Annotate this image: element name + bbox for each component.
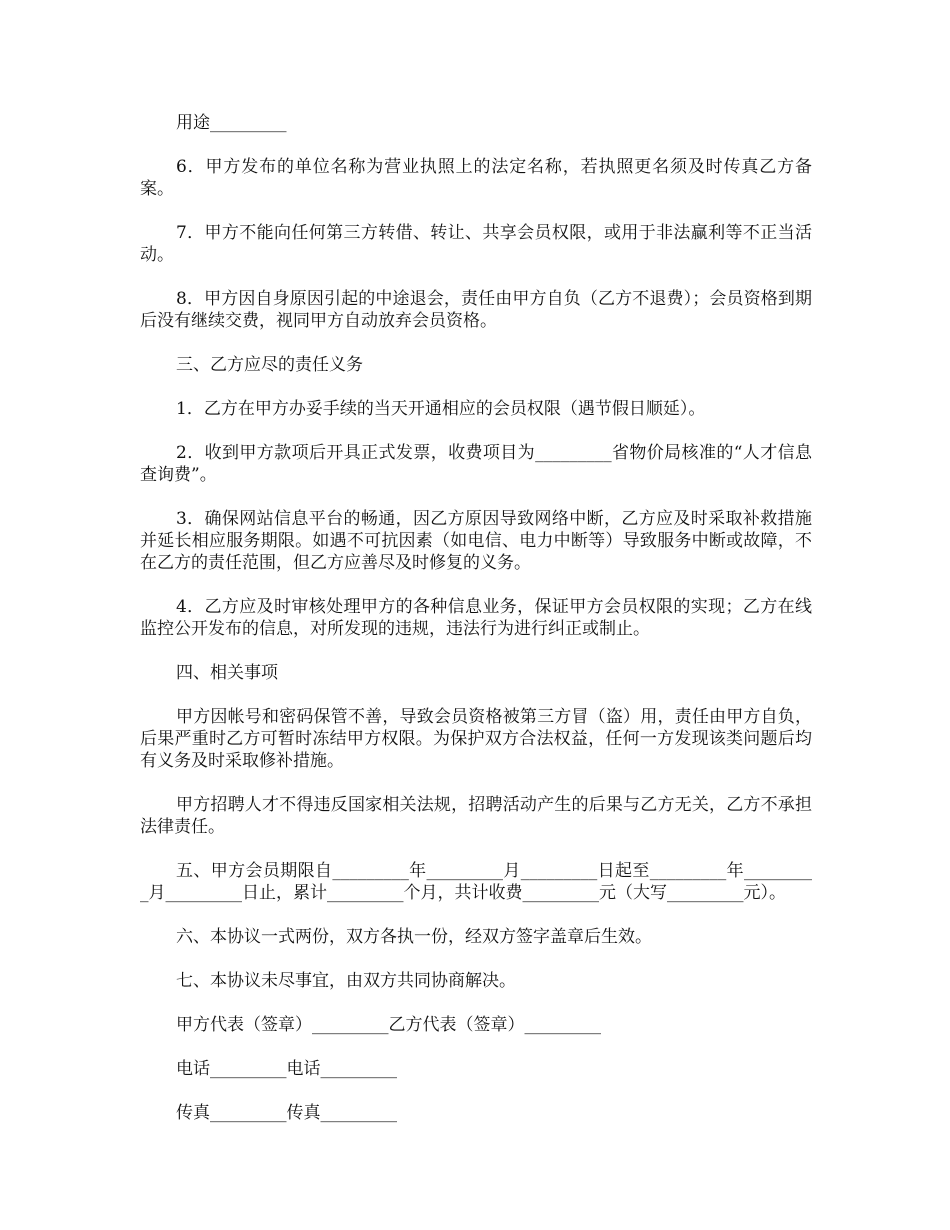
document-body	[140, 112, 812, 1146]
clause-3-2: 2．收到甲方款项后开具正式发票，收费项目为_________省物价局核准的“人才信息查询费”。	[140, 443, 812, 485]
clause-8: 8．甲方因自身原因引起的中途退会，责任由甲方自负（乙方不退费）；会员资格到期后没有继续交费，视同甲方自动放弃会员资格。	[140, 289, 812, 331]
section-7: 七、本协议未尽事宜，由双方共同协商解决。	[176, 971, 516, 991]
clause-6: 6．甲方发布的单位名称为营业执照上的法定名称，若执照更名须及时传真乙方备案。	[140, 157, 812, 199]
phone-line: 电话_________电话_________	[176, 1059, 397, 1079]
related-matter-2: 甲方招聘人才不得违反国家相关法规，招聘活动产生的后果与乙方无关，乙方不承担法律责任。	[140, 795, 812, 837]
section-5-membership-term: 五、甲方会员期限自_________年_________月_________日起至_________年_________月_________日止，累计_________个月，共计收费_________元（大写_________元）。	[140, 861, 812, 903]
signature-line: 甲方代表（签章）_________乙方代表（签章）_________	[176, 1015, 601, 1035]
section-heading-4: 四、相关事项	[176, 663, 278, 683]
clause-3-1: 1．乙方在甲方办妥手续的当天开通相应的会员权限（遇节假日顺延）。	[176, 399, 706, 419]
clause-7: 7．甲方不能向任何第三方转借、转让、共享会员权限，或用于非法赢利等不正当活动。	[140, 223, 812, 265]
fax-line: 传真_________传真_________	[176, 1103, 397, 1123]
section-heading-3: 三、乙方应尽的责任义务	[176, 355, 363, 375]
related-matter-1: 甲方因帐号和密码保管不善，导致会员资格被第三方冒（盗）用，责任由甲方自负，后果严重时乙方可暂时冻结甲方权限。为保护双方合法权益，任何一方发现该类问题后均有义务及时采取修补措施。	[140, 707, 812, 771]
paragraph-purpose: 用途_________	[176, 113, 287, 133]
clause-3-4: 4．乙方应及时审核处理甲方的各种信息业务，保证甲方会员权限的实现；乙方在线监控公开发布的信息，对所发现的违规，违法行为进行纠正或制止。	[140, 597, 812, 639]
section-6: 六、本协议一式两份，双方各执一份，经双方签字盖章后生效。	[176, 927, 652, 947]
clause-3-3: 3．确保网站信息平台的畅通，因乙方原因导致网络中断，乙方应及时采取补救措施并延长相应服务期限。如遇不可抗因素（如电信、电力中断等）导致服务中断或故障，不在乙方的责任范围，但乙方应善尽及时修复的义务。	[140, 509, 812, 573]
